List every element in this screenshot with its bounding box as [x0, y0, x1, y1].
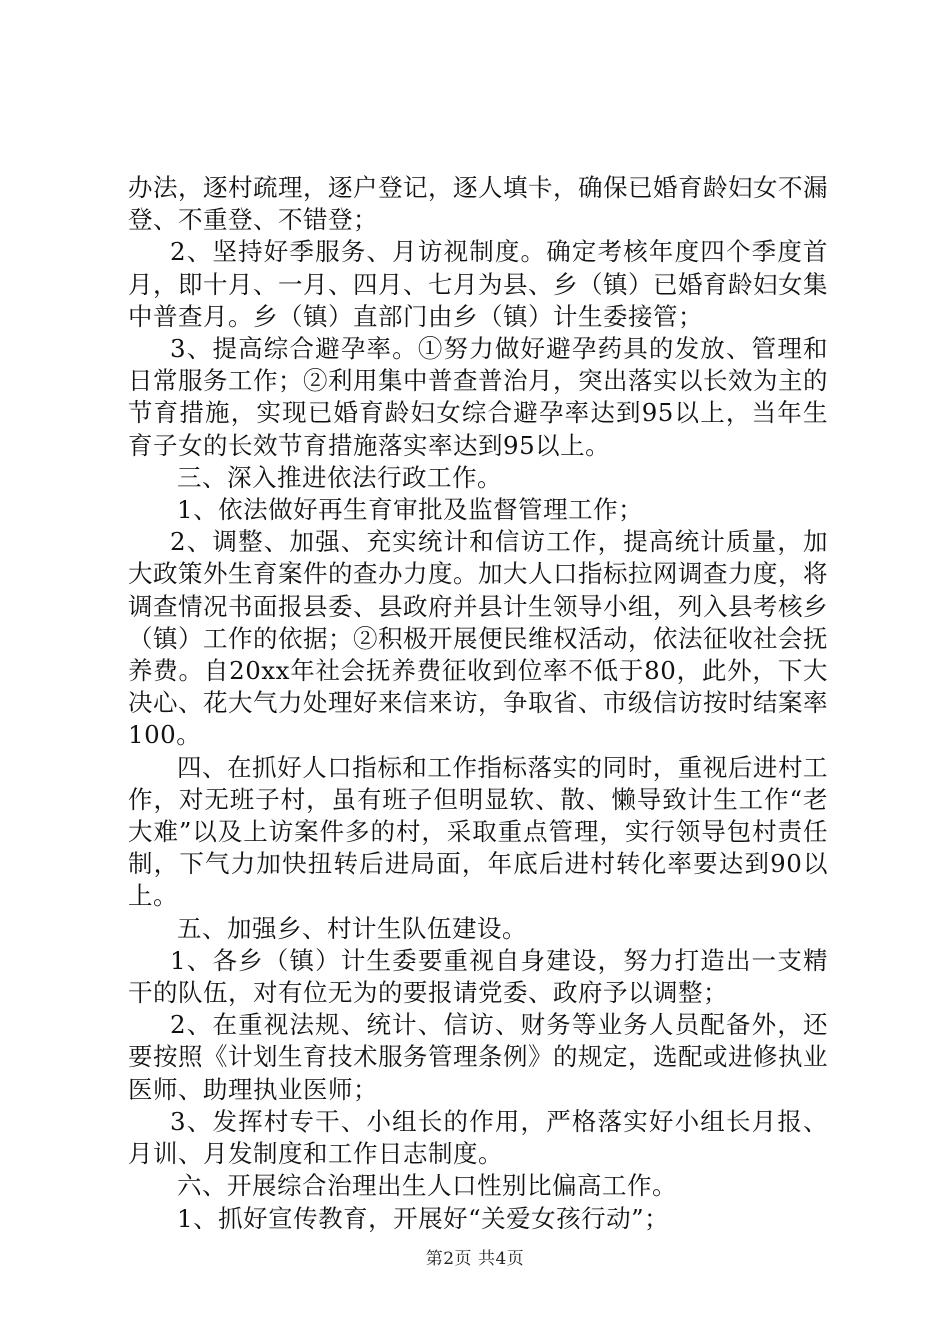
section-heading: 五、加强乡、村计生队伍建设。 — [177, 913, 527, 943]
paragraph: 2、在重视法规、统计、信访、财务等业务人员配备外，还要按照《计划生育技术服务管理条例》的规定，选配或进修执业医师、助理执业医师； — [128, 1010, 828, 1104]
paragraph: 1、抓好宣传教育，开展好“关爱女孩行动”； — [177, 1203, 670, 1233]
paragraph: 办法，逐村疏理，逐户登记，逐人填卡，确保已婚育龄妇女不漏登、不重登、不错登； — [128, 173, 828, 235]
paragraph: 1、各乡（镇）计生委要重视自身建设，努力打造出一支精干的队伍，对有位无为的要报请党委、政府予以调整； — [128, 945, 828, 1008]
section-heading: 三、深入推进依法行政工作。 — [177, 462, 502, 492]
paragraph: 3、发挥村专干、小组长的作用，严格落实好小组长月报、月训、月发制度和工作日志制度。 — [128, 1106, 828, 1169]
page-footer: 第2页 共4页 — [425, 1249, 525, 1269]
paragraph: 1、依法做好再生育审批及监督管理工作； — [177, 495, 644, 525]
document-body — [128, 172, 828, 1235]
section-heading: 四、在抓好人口指标和工作指标落实的同时，重视后进村工作，对无班子村，虽有班子但明显软、散、懒导致计生工作“老大难”以及上访案件多的村，采取重点管理，实行领导包村责任制，下气力加快扭转后进局面，年底后进村转化率要达到90以上。 — [128, 752, 828, 911]
paragraph: 2、坚持好季服务、月访视制度。确定考核年度四个季度首月，即十月、一月、四月、七月为县、乡（镇）已婚育龄妇女集中普查月。乡（镇）直部门由乡（镇）计生委接管； — [128, 237, 828, 331]
section-heading: 六、开展综合治理出生人口性别比偏高工作。 — [177, 1171, 677, 1201]
paragraph: 3、提高综合避孕率。①努力做好避孕药具的发放、管理和日常服务工作；②利用集中普查普治月，突出落实以长效为主的节育措施，实现已婚育龄妇女综合避孕率达到95以上，当年生育子女的长效节育措施落实率达到95以上。 — [128, 334, 828, 460]
paragraph: 2、调整、加强、充实统计和信访工作，提高统计质量，加大政策外生育案件的查办力度。加大人口指标拉网调查力度，将调查情况书面报县委、县政府并县计生领导小组，列入县考核乡（镇）工作的依据；②积极开展便民维权活动，依法征收社会抚养费。自20xx年社会抚养费征收到位率不低于80，此外，下大决心、花大气力处理好来信来访，争取省、市级信访按时结案率100。 — [128, 527, 828, 750]
